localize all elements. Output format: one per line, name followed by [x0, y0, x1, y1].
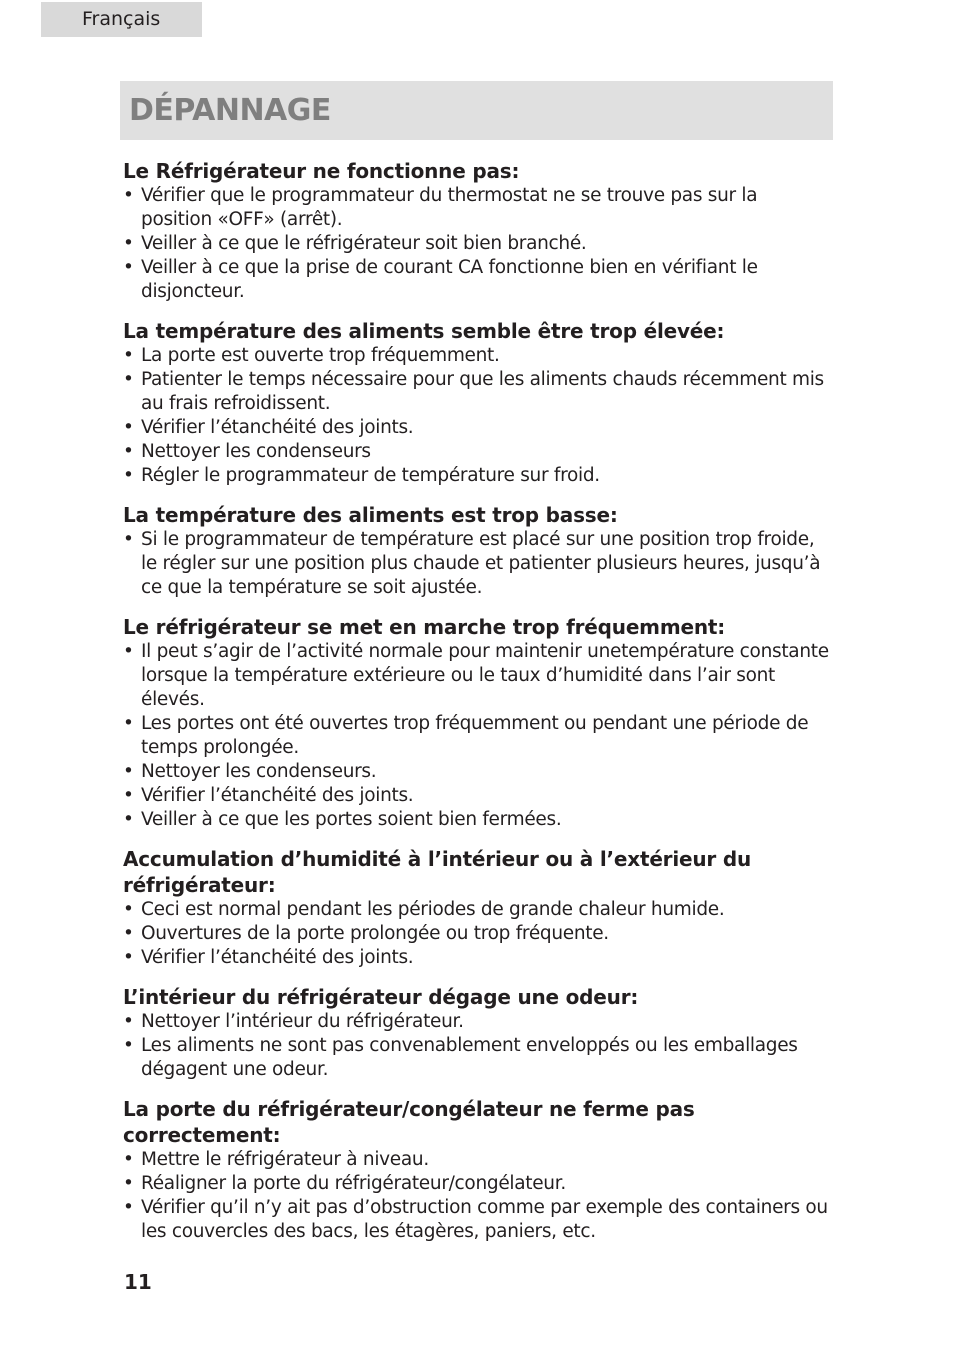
- section-temperature-low: [123, 502, 833, 600]
- section-temperature-high: [123, 318, 833, 488]
- page-number: 11: [124, 1270, 152, 1294]
- bullet-icon: •: [123, 785, 134, 806]
- bullet-icon: •: [123, 369, 134, 390]
- bullet-list: [123, 898, 833, 970]
- bullet-icon: •: [123, 899, 134, 920]
- list-item: • Veiller à ce que la prise de courant CA fonctionne bien en vérifiant le disjoncteur.: [123, 257, 758, 302]
- bullet-icon: •: [123, 641, 134, 662]
- bullet-icon: •: [123, 1035, 134, 1056]
- section-odor: [123, 984, 833, 1082]
- list-item: • Patienter le temps nécessaire pour que les aliments chauds récemment mis au frais refroidissent.: [123, 369, 824, 414]
- language-tab: Français: [41, 2, 202, 37]
- list-item: • Si le programmateur de température est placé sur une position trop froide, le régler sur une position plus chaude et patienter plusieurs heures, jusqu’à ce que la température se soit ajustée.: [123, 529, 821, 598]
- bullet-icon: •: [123, 1197, 134, 1218]
- section-heading: L’intérieur du réfrigérateur dégage une odeur:: [123, 985, 639, 1009]
- bullet-icon: •: [123, 809, 134, 830]
- list-item: • Veiller à ce que le réfrigérateur soit bien branché.: [123, 233, 587, 254]
- bullet-icon: •: [123, 185, 134, 206]
- section-not-working: [123, 158, 833, 304]
- section-runs-too-often: [123, 614, 833, 832]
- bullet-icon: •: [123, 417, 134, 438]
- list-item: • Veiller à ce que les portes soient bien fermées.: [123, 809, 562, 830]
- bullet-icon: •: [123, 1173, 134, 1194]
- bullet-icon: •: [123, 761, 134, 782]
- list-item: • Il peut s’agir de l’activité normale pour maintenir unetempérature constante lorsque la température extérieure ou le taux d’humidité dans l’air sont élevés.: [123, 641, 829, 710]
- section-heading: La porte du réfrigérateur/congélateur ne ferme pas correctement:: [123, 1097, 695, 1147]
- bullet-list: [123, 1010, 833, 1082]
- section-heading: La température des aliments semble être trop élevée:: [123, 319, 725, 343]
- list-item: • Ceci est normal pendant les périodes de grande chaleur humide.: [123, 899, 725, 920]
- list-item: • Les aliments ne sont pas convenablement enveloppés ou les emballages dégagent une odeur.: [123, 1035, 798, 1080]
- bullet-icon: •: [123, 257, 134, 278]
- bullet-icon: •: [123, 529, 134, 550]
- section-heading: La température des aliments est trop basse:: [123, 503, 618, 527]
- bullet-icon: •: [123, 713, 134, 734]
- list-item: • Régler le programmateur de température sur froid.: [123, 465, 600, 486]
- bullet-icon: •: [123, 923, 134, 944]
- section-door-not-closing: [123, 1096, 833, 1244]
- list-item: • Mettre le réfrigérateur à niveau.: [123, 1149, 429, 1170]
- bullet-list: [123, 344, 833, 488]
- list-item: • Réaligner la porte du réfrigérateur/congélateur.: [123, 1173, 566, 1194]
- bullet-icon: •: [123, 441, 134, 462]
- bullet-list: [123, 640, 833, 832]
- list-item: • Ouvertures de la porte prolongée ou trop fréquente.: [123, 923, 609, 944]
- title-bar: [120, 81, 833, 140]
- list-item: • Nettoyer les condenseurs.: [123, 761, 377, 782]
- troubleshooting-content: [123, 158, 833, 1258]
- list-item: • Vérifier l’étanchéité des joints.: [123, 417, 414, 438]
- list-item: • Vérifier l’étanchéité des joints.: [123, 785, 414, 806]
- bullet-list: [123, 1148, 833, 1244]
- section-heading: Accumulation d’humidité à l’intérieur ou à l’extérieur du réfrigérateur:: [123, 847, 751, 897]
- section-humidity: [123, 846, 833, 970]
- list-item: • Vérifier que le programmateur du thermostat ne se trouve pas sur la position «OFF» (arrêt).: [123, 185, 758, 230]
- section-heading: Le réfrigérateur se met en marche trop fréquemment:: [123, 615, 726, 639]
- bullet-icon: •: [123, 233, 134, 254]
- list-item: • Vérifier l’étanchéité des joints.: [123, 947, 414, 968]
- section-heading: Le Réfrigérateur ne fonctionne pas:: [123, 159, 520, 183]
- list-item: • La porte est ouverte trop fréquemment.: [123, 345, 500, 366]
- bullet-list: [123, 528, 833, 600]
- bullet-icon: •: [123, 345, 134, 366]
- list-item: • Nettoyer les condenseurs: [123, 441, 371, 462]
- bullet-icon: •: [123, 465, 134, 486]
- bullet-icon: •: [123, 1011, 134, 1032]
- bullet-icon: •: [123, 947, 134, 968]
- bullet-icon: •: [123, 1149, 134, 1170]
- list-item: • Les portes ont été ouvertes trop fréquemment ou pendant une période de temps prolongée.: [123, 713, 809, 758]
- list-item: • Vérifier qu’il n’y ait pas d’obstruction comme par exemple des containers ou les couvercles des bacs, les étagères, paniers, etc.: [123, 1197, 828, 1242]
- page-title: DÉPANNAGE: [129, 93, 331, 128]
- list-item: • Nettoyer l’intérieur du réfrigérateur.: [123, 1011, 464, 1032]
- bullet-list: [123, 184, 833, 304]
